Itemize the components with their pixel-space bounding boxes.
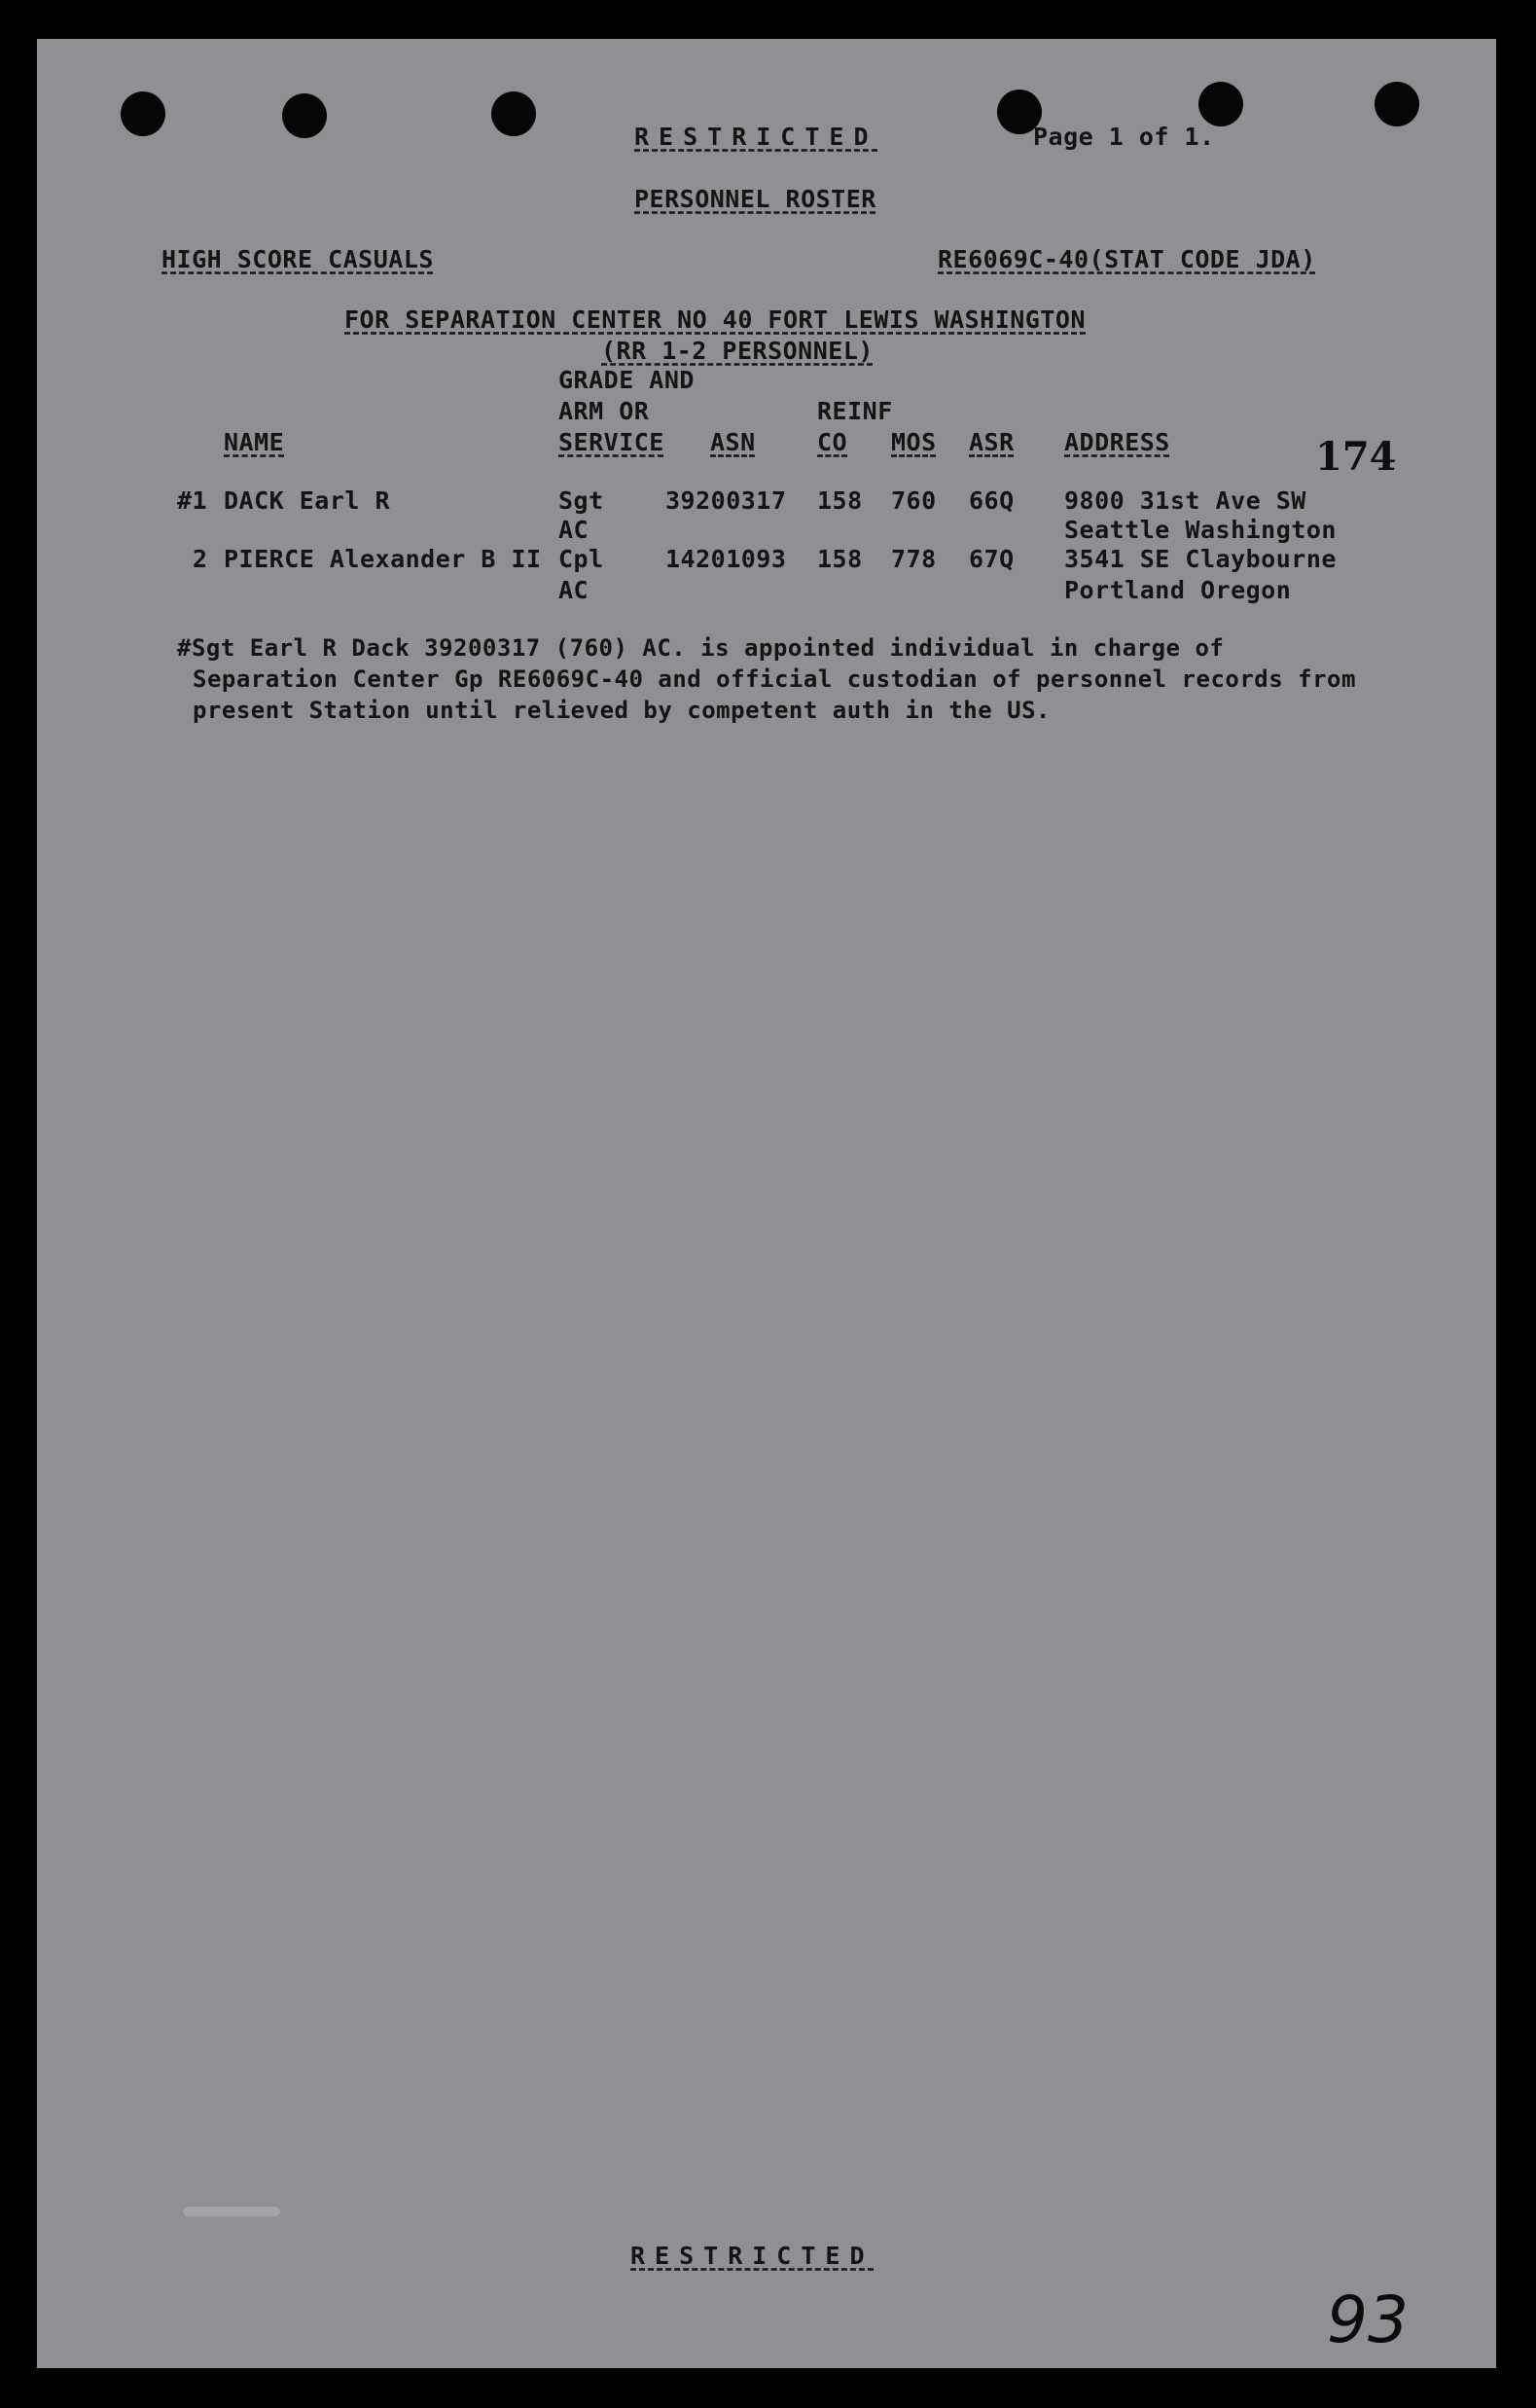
destination-line: FOR SEPARATION CENTER NO 40 FORT LEWIS WASHINGTON (344, 305, 1087, 334)
punch-hole (282, 93, 327, 138)
column-header-mos: MOS (891, 428, 937, 456)
column-header-reinf: REINF (817, 397, 893, 425)
document-page (37, 39, 1496, 2368)
row-asr: 67Q (969, 545, 1015, 573)
punch-hole (121, 91, 165, 136)
note-line1: #Sgt Earl R Dack 39200317 (760) AC. is appointed individual in charge of (177, 634, 1225, 662)
group-name: HIGH SCORE CASUALS (161, 245, 434, 273)
row-name: PIERCE Alexander B II (224, 545, 542, 573)
row-grade: Sgt (558, 486, 604, 515)
row-asr: 66Q (969, 486, 1015, 515)
classification-header: RESTRICTED (634, 123, 878, 151)
row-service: AC (558, 516, 589, 544)
punch-hole (491, 91, 536, 136)
row-co: 158 (817, 545, 863, 573)
row-number: 2 (193, 545, 208, 573)
row-address-line2: Seattle Washington (1064, 516, 1337, 544)
row-mos: 778 (891, 545, 937, 573)
roster-title: PERSONNEL ROSTER (634, 185, 876, 213)
row-number: #1 (177, 486, 208, 515)
note-line3: present Station until relieved by competent auth in the US. (193, 697, 1052, 724)
row-mos: 760 (891, 486, 937, 515)
punch-hole (1375, 82, 1419, 126)
row-asn: 39200317 (665, 486, 787, 515)
personnel-category: (RR 1-2 PERSONNEL) (601, 337, 874, 365)
row-address-line2: Portland Oregon (1064, 576, 1292, 604)
column-header-co: CO (817, 428, 848, 456)
classification-footer: RESTRICTED (630, 2242, 875, 2270)
page-label: Page 1 of 1. (1033, 123, 1215, 151)
handwritten-folio-number: 93 (1327, 2282, 1409, 2357)
column-header-grade-line1: GRADE AND (558, 366, 695, 394)
row-grade: Cpl (558, 545, 604, 573)
column-header-grade-line2: ARM OR (558, 397, 650, 425)
row-address-line1: 3541 SE Claybourne (1064, 545, 1337, 573)
row-address-line1: 9800 31st Ave SW (1064, 486, 1306, 515)
paper-stain (183, 2207, 280, 2216)
note-line2: Separation Center Gp RE6069C-40 and official custodian of personnel records from (193, 665, 1356, 693)
punch-hole (1198, 82, 1243, 126)
column-header-service: SERVICE (558, 428, 664, 456)
group-code: RE6069C-40(STAT CODE JDA) (938, 245, 1316, 273)
page-number: 174 (1315, 434, 1397, 480)
column-header-asr: ASR (969, 428, 1015, 456)
row-co: 158 (817, 486, 863, 515)
row-asn: 14201093 (665, 545, 787, 573)
row-name: DACK Earl R (224, 486, 391, 515)
row-service: AC (558, 576, 589, 604)
column-header-asn: ASN (710, 428, 756, 456)
column-header-name: NAME (224, 428, 285, 456)
column-header-address: ADDRESS (1064, 428, 1170, 456)
